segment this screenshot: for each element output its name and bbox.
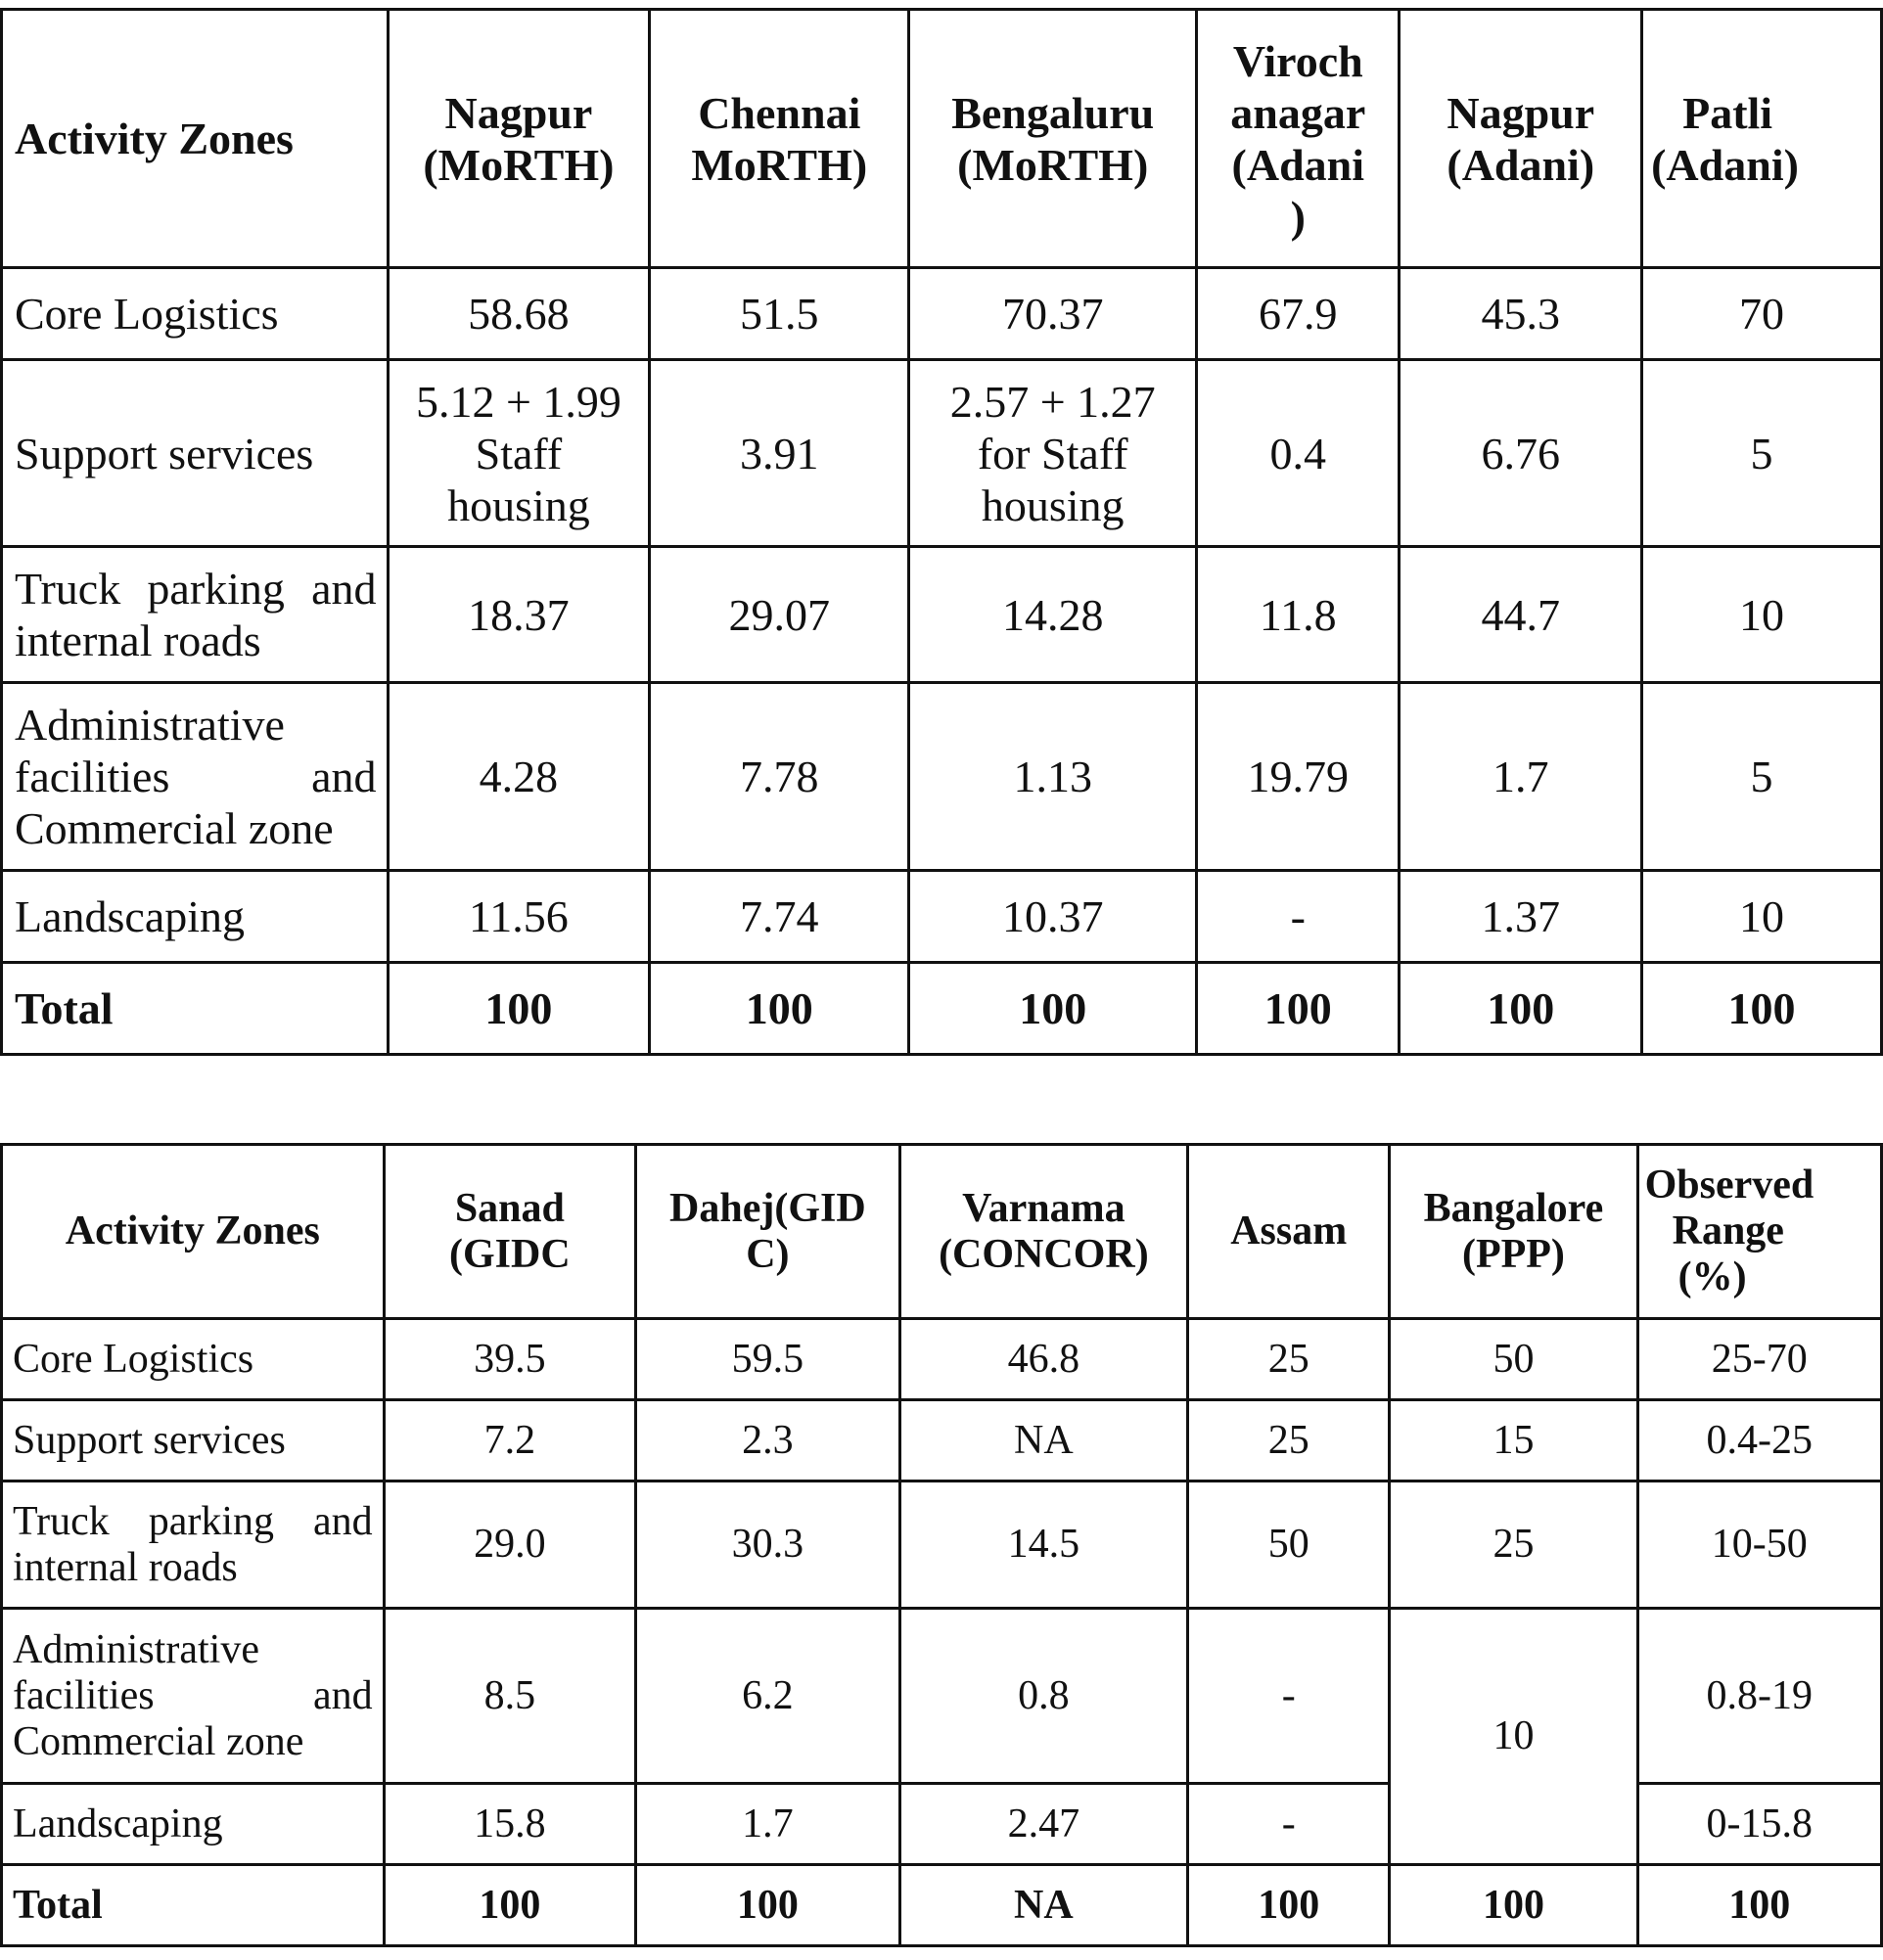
row-label: Support services xyxy=(2,360,389,547)
cell: 6.2 xyxy=(636,1609,900,1784)
cell: 10 xyxy=(1642,871,1882,963)
table-row xyxy=(2,1400,1882,1481)
cell: 25-70 xyxy=(1637,1319,1881,1400)
total-row xyxy=(2,963,1882,1055)
cell: 3.91 xyxy=(650,360,909,547)
cell: 14.5 xyxy=(899,1481,1187,1609)
cell: 14.28 xyxy=(909,547,1197,683)
cell: NA xyxy=(899,1400,1187,1481)
table-row xyxy=(2,871,1882,963)
cell: 0.8-19 xyxy=(1637,1609,1881,1784)
cell: 5.12 + 1.99 Staff housing xyxy=(388,360,650,547)
cell: 0.4 xyxy=(1197,360,1400,547)
cell: 30.3 xyxy=(636,1481,900,1609)
cell: 100 xyxy=(909,963,1197,1055)
activity-zones-table-1 xyxy=(0,8,1883,1056)
total-row xyxy=(2,1865,1882,1946)
cell: 39.5 xyxy=(384,1319,636,1400)
cell: 0.4-25 xyxy=(1637,1400,1881,1481)
cell: 4.28 xyxy=(388,683,650,871)
cell: 8.5 xyxy=(384,1609,636,1784)
cell: 70.37 xyxy=(909,268,1197,360)
cell: 100 xyxy=(1400,963,1642,1055)
table-row xyxy=(2,1319,1882,1400)
cell: 1.13 xyxy=(909,683,1197,871)
cell: 15.8 xyxy=(384,1784,636,1865)
cell: 100 xyxy=(636,1865,900,1946)
cell: 5 xyxy=(1642,360,1882,547)
row-label: Core Logistics xyxy=(2,268,389,360)
header-sanad-gidc: Sanad (GIDC xyxy=(384,1145,636,1319)
row-label: Administrative facilities and Commercial zone xyxy=(2,1609,385,1784)
activity-zones-table-2 xyxy=(0,1143,1883,1947)
cell: 29.07 xyxy=(650,547,909,683)
row-label: Core Logistics xyxy=(2,1319,385,1400)
cell: 25 xyxy=(1390,1481,1637,1609)
cell: 18.37 xyxy=(388,547,650,683)
table-row xyxy=(2,1481,1882,1609)
header-virochanagar-adani: Viroch anagar (Adani ) xyxy=(1197,10,1400,268)
header-nagpur-adani: Nagpur (Adani) xyxy=(1400,10,1642,268)
cell: 46.8 xyxy=(899,1319,1187,1400)
table-row xyxy=(2,683,1882,871)
table-header-row xyxy=(2,1145,1882,1319)
cell: 45.3 xyxy=(1400,268,1642,360)
cell: 100 xyxy=(1637,1865,1881,1946)
cell: 7.74 xyxy=(650,871,909,963)
table-row xyxy=(2,268,1882,360)
cell: 100 xyxy=(384,1865,636,1946)
header-nagpur-morth: Nagpur (MoRTH) xyxy=(388,10,650,268)
cell: 25 xyxy=(1188,1400,1390,1481)
cell: 7.78 xyxy=(650,683,909,871)
table-row xyxy=(2,360,1882,547)
cell: 11.56 xyxy=(388,871,650,963)
cell: 1.7 xyxy=(1400,683,1642,871)
cell: - xyxy=(1197,871,1400,963)
header-bengaluru-morth: Bengaluru (MoRTH) xyxy=(909,10,1197,268)
header-varnama-concor: Varnama (CONCOR) xyxy=(899,1145,1187,1319)
cell: 1.7 xyxy=(636,1784,900,1865)
cell: 19.79 xyxy=(1197,683,1400,871)
cell: 10-50 xyxy=(1637,1481,1881,1609)
row-label: Truck parking and internal roads xyxy=(2,1481,385,1609)
header-bangalore-ppp: Bangalore (PPP) xyxy=(1390,1145,1637,1319)
header-dahej-gidc: Dahej(GID C) xyxy=(636,1145,900,1319)
header-patli-adani: Patli (Adani) xyxy=(1642,10,1882,268)
cell: 2.47 xyxy=(899,1784,1187,1865)
row-label: Total xyxy=(2,1865,385,1946)
cell: 100 xyxy=(1642,963,1882,1055)
cell: 1.37 xyxy=(1400,871,1642,963)
table-row xyxy=(2,547,1882,683)
header-activity-zones: Activity Zones xyxy=(2,1145,385,1319)
row-label: Total xyxy=(2,963,389,1055)
table-header-row xyxy=(2,10,1882,268)
cell: 2.57 + 1.27 for Staff housing xyxy=(909,360,1197,547)
cell: 10 xyxy=(1642,547,1882,683)
cell: 25 xyxy=(1188,1319,1390,1400)
row-label: Support services xyxy=(2,1400,385,1481)
cell: 67.9 xyxy=(1197,268,1400,360)
cell: 15 xyxy=(1390,1400,1637,1481)
row-label: Landscaping xyxy=(2,871,389,963)
cell: 100 xyxy=(1188,1865,1390,1946)
cell: 7.2 xyxy=(384,1400,636,1481)
header-chennai-morth: Chennai MoRTH) xyxy=(650,10,909,268)
cell: 59.5 xyxy=(636,1319,900,1400)
cell: 58.68 xyxy=(388,268,650,360)
cell: 5 xyxy=(1642,683,1882,871)
cell: 100 xyxy=(1197,963,1400,1055)
cell: 100 xyxy=(1390,1865,1637,1946)
cell: 10.37 xyxy=(909,871,1197,963)
row-label: Truck parking and internal roads xyxy=(2,547,389,683)
header-assam: Assam xyxy=(1188,1145,1390,1319)
cell: 29.0 xyxy=(384,1481,636,1609)
cell: NA xyxy=(899,1865,1187,1946)
row-label: Landscaping xyxy=(2,1784,385,1865)
cell: 50 xyxy=(1188,1481,1390,1609)
cell: 50 xyxy=(1390,1319,1637,1400)
cell: - xyxy=(1188,1784,1390,1865)
cell: 100 xyxy=(388,963,650,1055)
row-label: Administrative facilities and Commercial zone xyxy=(2,683,389,871)
cell: 2.3 xyxy=(636,1400,900,1481)
cell: 44.7 xyxy=(1400,547,1642,683)
header-observed-range: Observed Range (%) xyxy=(1637,1145,1881,1319)
header-activity-zones: Activity Zones xyxy=(2,10,389,268)
cell: 70 xyxy=(1642,268,1882,360)
cell: 0-15.8 xyxy=(1637,1784,1881,1865)
cell: 0.8 xyxy=(899,1609,1187,1784)
cell: 100 xyxy=(650,963,909,1055)
cell: 6.76 xyxy=(1400,360,1642,547)
table-row xyxy=(2,1609,1882,1784)
cell: 51.5 xyxy=(650,268,909,360)
cell: - xyxy=(1188,1609,1390,1784)
cell: 11.8 xyxy=(1197,547,1400,683)
cell-bangalore-merged: 10 xyxy=(1390,1609,1637,1865)
